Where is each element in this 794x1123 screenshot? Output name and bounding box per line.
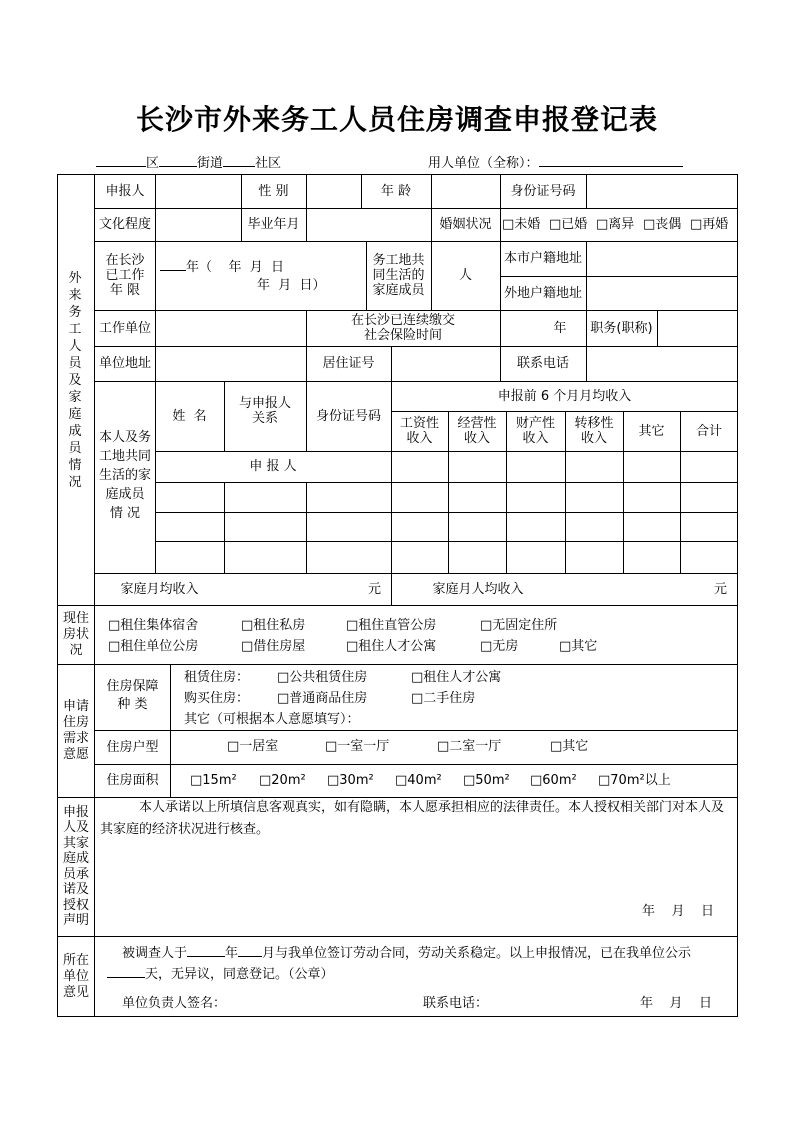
grid-line (224, 482, 225, 573)
employer-line (428, 152, 683, 171)
housing-option[interactable]: □其它 (559, 639, 598, 654)
grid-line (155, 174, 156, 241)
employer-opinion-line2 (107, 965, 334, 983)
marital-label: 婚姻状况 (439, 217, 492, 232)
opinion-date: 年 月 日 (640, 996, 713, 1011)
pledge-date: 年 月 日 (642, 904, 715, 919)
layout-label: 住房户型 (106, 739, 159, 755)
member-name-header: 姓 名 (172, 408, 207, 424)
section-divider (57, 605, 738, 606)
grid-line (94, 208, 738, 209)
work-years-value (160, 258, 284, 276)
area-option[interactable]: □30m² (327, 773, 374, 788)
grid-line (586, 174, 587, 208)
other-hukou-label: 外地户籍地址 (503, 285, 582, 301)
per-capita-income-label: 家庭月人均收入 (432, 581, 524, 597)
grid-line (94, 936, 95, 1017)
opinion-year: 年 (225, 946, 239, 961)
income-header: 申报前 6 个月月均收入 (497, 388, 632, 404)
phone-label: 联系电话 (516, 356, 569, 371)
section3-side-label (58, 664, 94, 797)
section2-side-text: 现住房状况 (62, 610, 89, 658)
grid-line (306, 174, 307, 241)
layout-option[interactable]: □一居室 (227, 739, 279, 754)
form-title: 长沙市外来务工人员住房调查申报登记表 (135, 103, 658, 136)
income-col-header: 合计 (695, 423, 722, 439)
grid-line (155, 310, 156, 381)
insurance-label: 在长沙已连续缴交 社会保险时间 (350, 313, 455, 343)
housing-option[interactable]: □租住单位公房 (108, 639, 199, 654)
unit-address-label: 单位地址 (98, 356, 151, 371)
section5-side-text: 所在单位意见 (62, 952, 89, 1000)
grid-line (306, 482, 307, 573)
section5-side-label (58, 936, 94, 1017)
section2-side-label (58, 605, 94, 664)
position-label: 职务(职称) (590, 320, 653, 336)
employer-label: 用人单位（全称）： (428, 156, 539, 171)
employer-phone-label: 联系电话： (423, 996, 489, 1011)
yuan-unit: 元 (714, 582, 728, 597)
applicant-label: 申报人 (105, 183, 145, 199)
grid-line (94, 346, 738, 347)
employer-opinion-line1 (122, 944, 691, 962)
grid-line (155, 512, 738, 513)
housing-option[interactable]: □租住人才公寓 (346, 639, 437, 654)
buy-label: 购买住房： (184, 691, 250, 706)
grid-line (94, 605, 95, 664)
insurance-year-unit: 年 (553, 320, 567, 336)
district-line (96, 152, 281, 171)
grid-line (94, 730, 738, 731)
id-number-label: 身份证号码 (510, 183, 576, 199)
community-label: 社区 (255, 156, 282, 171)
section3-side-text: 申请住房需求意愿 (62, 698, 89, 762)
housing-option[interactable]: □借住房屋 (241, 639, 306, 654)
marital-option[interactable]: □再婚 (690, 217, 729, 232)
work-years-label: 在长沙 已工作 年 限 (105, 253, 145, 298)
family-monthly-income-label: 家庭月均收入 (120, 581, 199, 597)
area-option[interactable]: □40m² (395, 773, 442, 788)
rent-option[interactable]: □租住人才公寓 (411, 670, 502, 685)
section1-side-label: 外来务工人员及家庭成员情况 (68, 271, 82, 490)
workplace-label: 工作单位 (98, 320, 151, 336)
grid-line (94, 764, 738, 765)
area-option[interactable]: □20m² (259, 773, 306, 788)
work-years-start: 年（ 年 月 日 (186, 260, 285, 275)
area-option[interactable]: □50m² (463, 773, 510, 788)
section4-side-label (58, 797, 94, 936)
housing-option[interactable]: □租住直管公房 (346, 618, 437, 633)
buy-option[interactable]: □二手住房 (411, 691, 476, 706)
work-years-end: 年 月 日） (257, 278, 326, 293)
graduation-label: 毕业年月 (247, 217, 300, 232)
section4-side-text: 申报人及其家庭成员承诺及授权声明 (62, 804, 89, 928)
residence-permit-label: 居住证号 (322, 356, 375, 371)
area-label: 住房面积 (106, 773, 159, 788)
housing-option[interactable]: □租住私房 (241, 618, 306, 633)
opinion-text: 被调查人于 (122, 946, 188, 961)
opinion-text-end: 天，无异议，同意登记。（公章） (145, 967, 334, 982)
income-col-header: 其它 (638, 423, 665, 439)
marital-option[interactable]: □丧偶 (643, 217, 682, 232)
income-col-header: 经营性 收入 (457, 416, 497, 446)
marital-option[interactable]: □未婚 (502, 217, 541, 232)
income-col-header: 工资性 收入 (399, 416, 439, 446)
grid-line (155, 241, 156, 310)
family-count-label: 务工地共 同生活的 家庭成员 (372, 253, 425, 298)
section-divider (57, 664, 738, 665)
signature-label: 单位负责人签名： (122, 996, 227, 1011)
relation-header: 与申报人 关系 (238, 396, 291, 426)
grid-line (155, 541, 738, 542)
gender-label: 性 别 (258, 183, 289, 199)
grid-line (586, 241, 587, 310)
rent-option[interactable]: □公共租赁住房 (277, 670, 368, 685)
age-label: 年 龄 (380, 183, 412, 199)
education-label: 文化程度 (98, 217, 151, 232)
local-hukou-label: 本市户籍地址 (503, 251, 582, 266)
grid-line (94, 797, 95, 936)
grid-line (500, 208, 501, 241)
income-col-header: 转移性 收入 (574, 416, 614, 446)
grid-line (657, 310, 658, 346)
housing-option[interactable]: □无固定住所 (480, 618, 558, 633)
other-wish-label: 其它（可根据本人意愿填写）： (184, 712, 360, 727)
housing-type-label: 住房保障 种 类 (106, 679, 159, 712)
income-col-header: 财产性 收入 (515, 416, 555, 446)
opinion-text-cont: 月与我单位签订劳动合同，劳动关系稳定。以上申报情况，已在我单位公示 (262, 946, 692, 961)
layout-option[interactable]: □二室一厅 (437, 739, 502, 754)
marital-option[interactable]: □已婚 (549, 217, 588, 232)
area-option[interactable]: □15m² (190, 773, 237, 788)
housing-option[interactable]: □租住集体宿舍 (108, 618, 199, 633)
applicant-row-label: 申 报 人 (249, 459, 297, 474)
layout-option[interactable]: □其它 (550, 739, 589, 754)
marital-option[interactable]: □离异 (596, 217, 635, 232)
family-members-label: 本人及务 工地共同 生活的家 庭成员 情 况 (98, 429, 151, 521)
buy-option[interactable]: □普通商品住房 (277, 691, 368, 706)
grid-line (155, 482, 738, 483)
area-option[interactable]: □70m²以上 (598, 773, 671, 788)
person-unit: 人 (458, 268, 472, 283)
grid-line (391, 346, 392, 381)
member-id-header: 身份证号码 (315, 408, 381, 424)
pledge-text: 本人承诺以上所填信息客观真实，如有隐瞒，本人愿承担相应的法律责任。本人授权相关部门对本人及其家庭的经济状况进行核查。 (100, 800, 725, 837)
street-label: 街道 (197, 156, 224, 171)
housing-option[interactable]: □无房 (480, 639, 519, 654)
section-divider (57, 936, 738, 937)
district-label: 区 (146, 156, 160, 171)
layout-option[interactable]: □一室一厅 (325, 739, 390, 754)
yuan-unit: 元 (368, 582, 382, 597)
area-option[interactable]: □60m² (530, 773, 577, 788)
rent-label: 租赁住房： (184, 670, 250, 685)
